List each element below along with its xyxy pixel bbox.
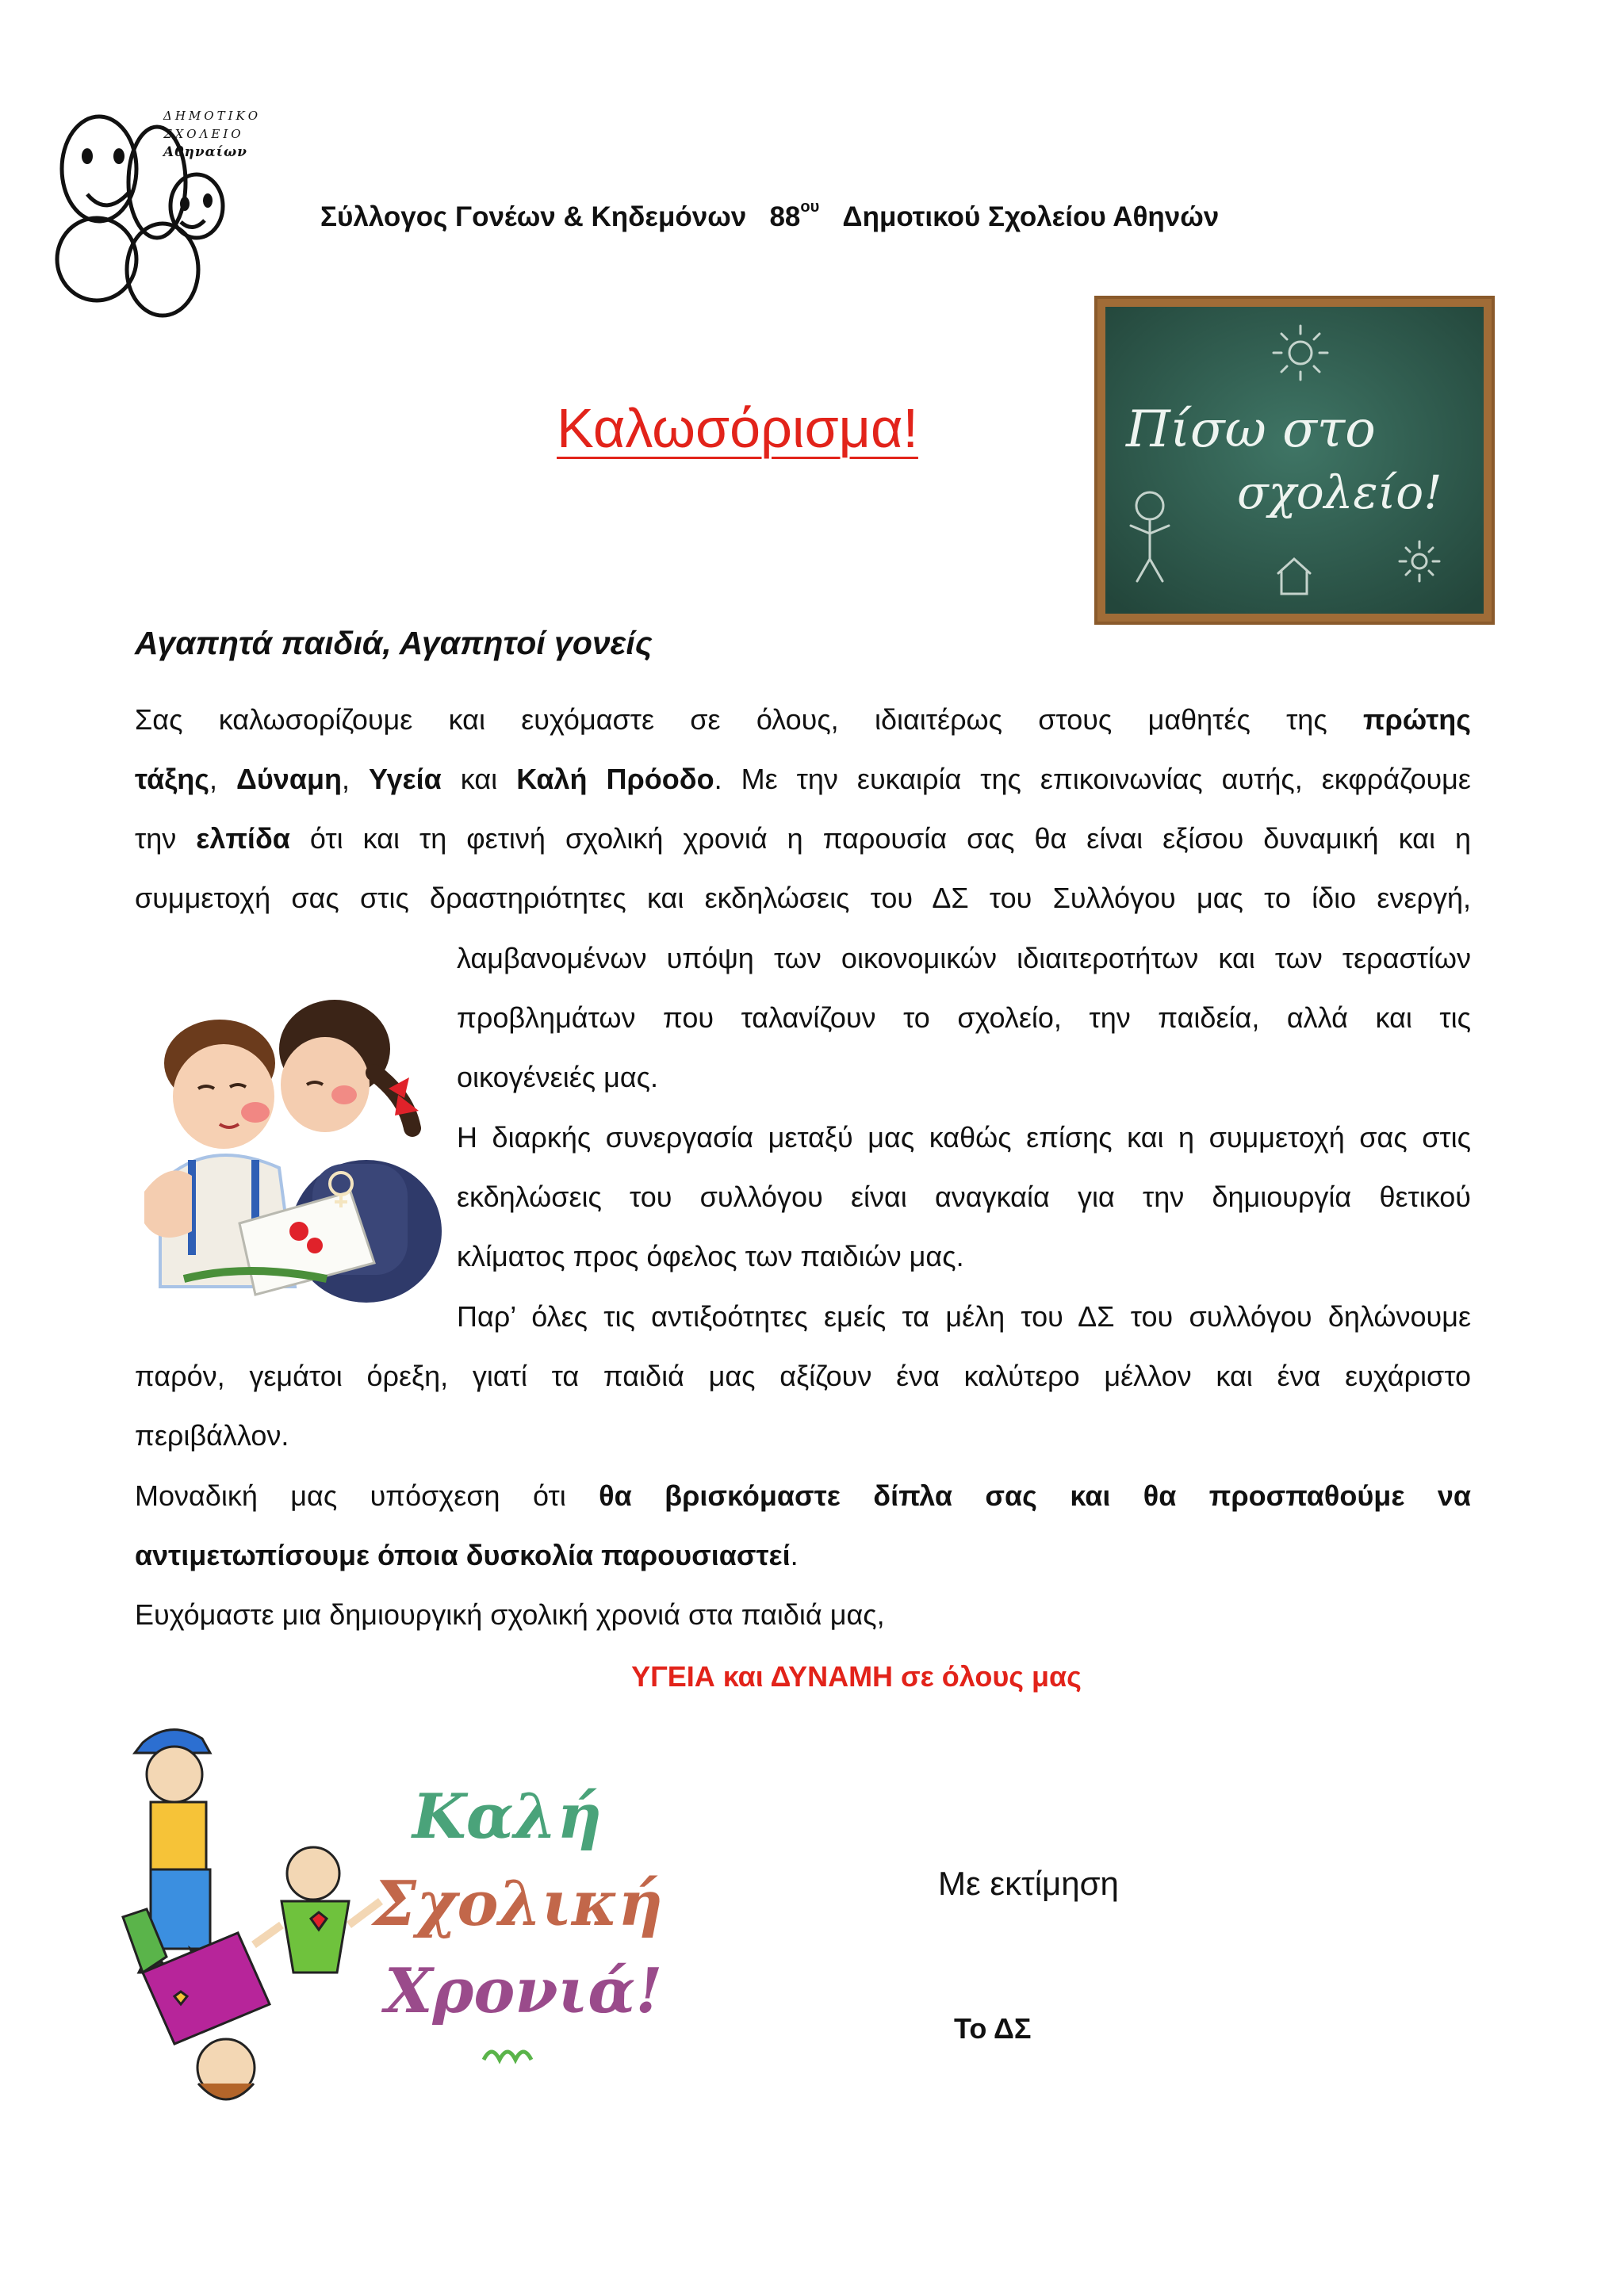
bold-text: πρώτης [1362, 703, 1471, 736]
paragraph-line [135, 819, 1471, 859]
paragraph-line: οικογένειές μας. [457, 1061, 659, 1093]
text-run: , [209, 763, 217, 795]
text-run: , [341, 763, 350, 795]
paragraph-line [135, 1536, 799, 1575]
page-title: Καλωσόρισμα! [557, 397, 918, 459]
text-run: . Με την ευκαιρία της επικοινωνίας αυτής, εκφράζουμε [714, 763, 1471, 795]
paragraph-line: προβλημάτων που ταλανίζουν το σχολείο, την παιδεία, αλλά και τις [457, 1001, 1471, 1034]
children-reading-illustration [136, 993, 438, 1303]
chalkboard-line-2: σχολείο! [1237, 465, 1442, 519]
school-number: 88 [769, 201, 801, 232]
text-run: Σας καλωσορίζουμε και ευχόμαστε σε όλους, ιδιαιτέρως στους μαθητές της [135, 703, 1327, 736]
chalkboard-image [1094, 296, 1495, 625]
paragraph-line [135, 760, 1471, 799]
paragraph-line [135, 700, 1471, 740]
text-run: Μοναδική μας υπόσχεση ότι [135, 1479, 566, 1512]
school-name: Δημοτικού Σχολείου Αθηνών [842, 201, 1220, 232]
paragraph-line [135, 1476, 1471, 1516]
bold-text: Υγεία [369, 763, 442, 795]
paragraph-line: Παρ’ όλες τις αντιξοότητες εμείς τα μέλη του ΔΣ του συλλόγου δηλώνουμε [457, 1300, 1471, 1333]
bold-text: Δύναμη [236, 763, 342, 795]
bold-text: τάξης [135, 763, 209, 795]
paragraph-line: περιβάλλον. [135, 1419, 289, 1452]
paragraph-line: παρόν, γεμάτοι όρεξη, γιατί τα παιδιά μας αξίζουν ένα καλύτερο μέλλον και ένα ευχάριστο [135, 1360, 1471, 1392]
paragraph-line: συμμετοχή σας στις δραστηριότητες και εκδηλώσεις του ΔΣ του Συλλόγου μας το ίδιο ενεργή, [135, 882, 1471, 914]
logo-line: ΔΗΜΟΤΙΚΟ [163, 109, 262, 123]
logo-line: ΣΧΟΛΕΙΟ [163, 127, 244, 141]
bold-text: αντιμετωπίσουμε όποια δυσκολία παρουσιαστεί [135, 1539, 791, 1571]
text-run: . [790, 1539, 799, 1571]
paragraph-line: λαμβανομένων υπόψη των οικονομικών ιδιαιτεροτήτων και των τεραστίων [457, 942, 1471, 974]
greeting-heading: Αγαπητά παιδιά, Αγαπητοί γονείς [135, 625, 653, 661]
ordinal-suffix: ου [800, 198, 820, 216]
paragraph-line: Ευχόμαστε μια δημιουργική σχολική χρονιά στα παιδιά μας, [135, 1598, 885, 1631]
bold-text: Καλή Πρόοδο [516, 763, 714, 795]
signature: Το ΔΣ [954, 2012, 1032, 2045]
paragraph-line: κλίματος προς όφελος των παιδιών μας. [457, 1240, 964, 1272]
text-run: την [135, 822, 177, 855]
text-run: και [460, 763, 498, 795]
bold-text: ελπίδα [196, 822, 290, 855]
text-run: ότι και τη φετινή σχολική χρονιά η παρουσία σας θα είναι εξίσου δυναμική και η [309, 822, 1471, 855]
art-line-3: Χρονιά! [385, 1955, 663, 2027]
art-line-1: Καλή [412, 1781, 603, 1853]
paragraph-line: Η διαρκής συνεργασία μεταξύ μας καθώς επίσης και η συμμετοχή σας στις [457, 1121, 1471, 1154]
happy-school-year-illustration [111, 1711, 664, 2171]
association-heading [320, 198, 1219, 233]
art-line-2: Σχολική [373, 1868, 664, 1940]
association-name: Σύλλογος Γονέων & Κηδεμόνων [320, 201, 747, 232]
paragraph-line: εκδηλώσεις του συλλόγου είναι αναγκαία για την δημιουργία θετικού [457, 1181, 1471, 1213]
closing-wish: ΥΓΕΙΑ και ΔΥΝΑΜΗ σε όλους μας [631, 1660, 1082, 1693]
bold-text: θα βρισκόμαστε δίπλα σας και θα προσπαθούμε να [599, 1479, 1471, 1512]
closing-regards: Με εκτίμηση [938, 1865, 1119, 1902]
logo-wordmark [163, 107, 261, 162]
chalkboard-line-1: Πίσω στο [1126, 400, 1376, 459]
logo-line: Αθηναίων [163, 144, 247, 160]
